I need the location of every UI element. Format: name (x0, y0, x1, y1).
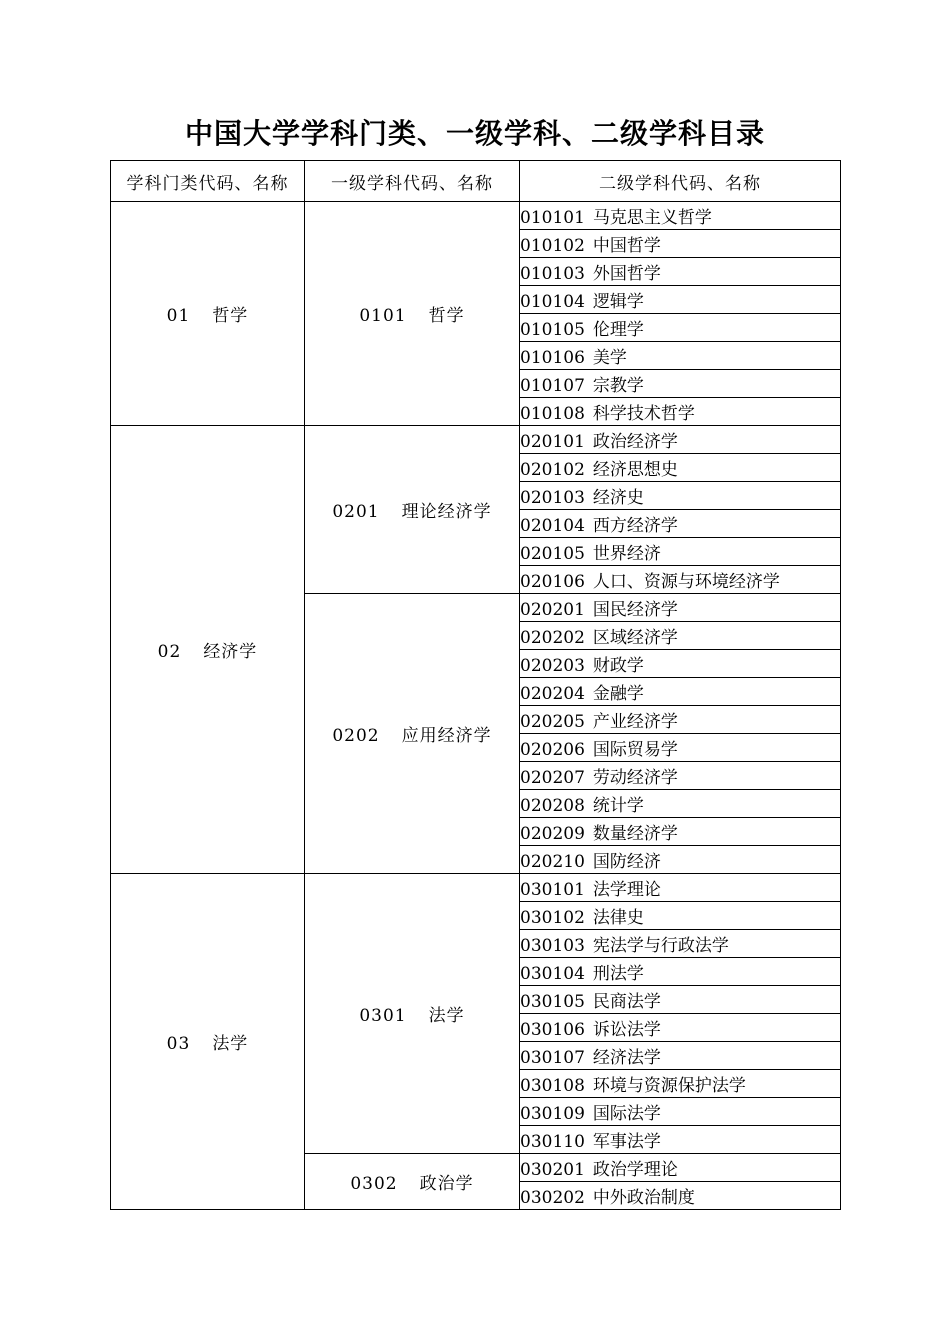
code: 020104 (520, 516, 585, 536)
name: 诉讼法学 (592, 1020, 661, 1040)
code: 0301 (359, 1006, 407, 1026)
code: 020208 (520, 796, 585, 816)
name: 哲学 (428, 306, 465, 326)
code: 020209 (520, 824, 585, 844)
name: 外国哲学 (592, 264, 661, 284)
code: 010106 (520, 348, 585, 368)
name: 民商法学 (592, 992, 661, 1012)
name: 世界经济 (592, 544, 661, 564)
code: 020102 (520, 460, 585, 480)
name: 国际法学 (592, 1104, 661, 1124)
table-body (111, 202, 841, 1210)
name: 经济法学 (592, 1048, 661, 1068)
code: 010103 (520, 264, 585, 284)
second-level-cell (520, 286, 841, 314)
second-level-cell (520, 1014, 841, 1042)
name: 国防经济 (592, 852, 661, 872)
code: 030109 (520, 1104, 585, 1124)
category-cell (111, 874, 305, 1210)
name: 军事法学 (592, 1132, 661, 1152)
first-level-cell (305, 426, 520, 594)
second-level-cell (520, 678, 841, 706)
name: 经济学 (203, 642, 258, 662)
code: 0202 (332, 726, 380, 746)
second-level-cell (520, 594, 841, 622)
name: 法学 (212, 1034, 249, 1054)
code: 030108 (520, 1076, 585, 1096)
code: 030104 (520, 964, 585, 984)
table-header-row (111, 161, 841, 202)
name: 区域经济学 (592, 628, 678, 648)
name: 经济史 (592, 488, 644, 508)
code: 02 (157, 642, 182, 662)
name: 法学理论 (592, 880, 661, 900)
second-level-cell (520, 902, 841, 930)
code: 020207 (520, 768, 585, 788)
second-level-cell (520, 1154, 841, 1182)
second-level-cell (520, 622, 841, 650)
name: 经济思想史 (592, 460, 678, 480)
code: 020201 (520, 600, 585, 620)
code: 010105 (520, 320, 585, 340)
code: 030110 (520, 1132, 585, 1152)
second-level-cell (520, 874, 841, 902)
second-level-cell (520, 482, 841, 510)
name: 哲学 (212, 306, 249, 326)
code: 020203 (520, 656, 585, 676)
header-first-level: 一级学科代码、名称 (305, 161, 520, 202)
code: 030202 (520, 1188, 585, 1208)
name: 政治经济学 (592, 432, 678, 452)
second-level-cell (520, 426, 841, 454)
name: 人口、资源与环境经济学 (592, 572, 780, 592)
code: 020105 (520, 544, 585, 564)
name: 统计学 (592, 796, 644, 816)
name: 宗教学 (592, 376, 644, 396)
name: 中外政治制度 (592, 1188, 695, 1208)
code: 010102 (520, 236, 585, 256)
first-level-cell (305, 202, 520, 426)
code: 0101 (359, 306, 407, 326)
name: 劳动经济学 (592, 768, 678, 788)
name: 国际贸易学 (592, 740, 678, 760)
second-level-cell (520, 398, 841, 426)
second-level-cell (520, 510, 841, 538)
second-level-cell (520, 790, 841, 818)
name: 金融学 (592, 684, 644, 704)
second-level-cell (520, 958, 841, 986)
header-category: 学科门类代码、名称 (111, 161, 305, 202)
code: 020204 (520, 684, 585, 704)
code: 010107 (520, 376, 585, 396)
second-level-cell (520, 734, 841, 762)
second-level-cell (520, 846, 841, 874)
code: 020103 (520, 488, 585, 508)
code: 030105 (520, 992, 585, 1012)
second-level-cell (520, 454, 841, 482)
name: 法律史 (592, 908, 644, 928)
table-row (111, 874, 841, 902)
code: 020206 (520, 740, 585, 760)
second-level-cell (520, 1070, 841, 1098)
name: 马克思主义哲学 (592, 208, 712, 228)
code: 0302 (350, 1174, 398, 1194)
name: 政治学理论 (592, 1160, 678, 1180)
name: 宪法学与行政法学 (592, 936, 729, 956)
name: 逻辑学 (592, 292, 644, 312)
name: 环境与资源保护法学 (592, 1076, 746, 1096)
code: 030101 (520, 880, 585, 900)
code: 01 (166, 306, 191, 326)
code: 030201 (520, 1160, 585, 1180)
second-level-cell (520, 818, 841, 846)
name: 法学 (428, 1006, 465, 1026)
code: 020205 (520, 712, 585, 732)
table-row (111, 202, 841, 230)
code: 020202 (520, 628, 585, 648)
code: 030102 (520, 908, 585, 928)
second-level-cell (520, 650, 841, 678)
name: 刑法学 (592, 964, 644, 984)
name: 应用经济学 (401, 726, 492, 746)
name: 理论经济学 (401, 502, 492, 522)
second-level-cell (520, 706, 841, 734)
second-level-cell (520, 1042, 841, 1070)
second-level-cell (520, 314, 841, 342)
second-level-cell (520, 202, 841, 230)
code: 010108 (520, 404, 585, 424)
name: 西方经济学 (592, 516, 678, 536)
name: 国民经济学 (592, 600, 678, 620)
name: 政治学 (419, 1174, 474, 1194)
category-cell (111, 426, 305, 874)
second-level-cell (520, 1126, 841, 1154)
name: 数量经济学 (592, 824, 678, 844)
code: 0201 (332, 502, 380, 522)
name: 产业经济学 (592, 712, 678, 732)
code: 020101 (520, 432, 585, 452)
first-level-cell (305, 1154, 520, 1210)
discipline-catalog-table (110, 160, 841, 1210)
name: 财政学 (592, 656, 644, 676)
second-level-cell (520, 762, 841, 790)
page-title: 中国大学学科门类、一级学科、二级学科目录 (184, 117, 765, 150)
name: 美学 (592, 348, 627, 368)
code: 030106 (520, 1020, 585, 1040)
name: 中国哲学 (592, 236, 661, 256)
first-level-cell (305, 594, 520, 874)
second-level-cell (520, 986, 841, 1014)
category-cell (111, 202, 305, 426)
second-level-cell (520, 230, 841, 258)
name: 伦理学 (592, 320, 644, 340)
code: 010104 (520, 292, 585, 312)
code: 020210 (520, 852, 585, 872)
name: 科学技术哲学 (592, 404, 695, 424)
code: 030107 (520, 1048, 585, 1068)
second-level-cell (520, 566, 841, 594)
second-level-cell (520, 342, 841, 370)
second-level-cell (520, 930, 841, 958)
second-level-cell (520, 1182, 841, 1210)
first-level-cell (305, 874, 520, 1154)
second-level-cell (520, 1098, 841, 1126)
header-second-level: 二级学科代码、名称 (520, 161, 841, 202)
table-row (111, 426, 841, 454)
second-level-cell (520, 538, 841, 566)
code: 020106 (520, 572, 585, 592)
second-level-cell (520, 370, 841, 398)
code: 010101 (520, 208, 585, 228)
second-level-cell (520, 258, 841, 286)
code: 03 (166, 1034, 191, 1054)
code: 030103 (520, 936, 585, 956)
